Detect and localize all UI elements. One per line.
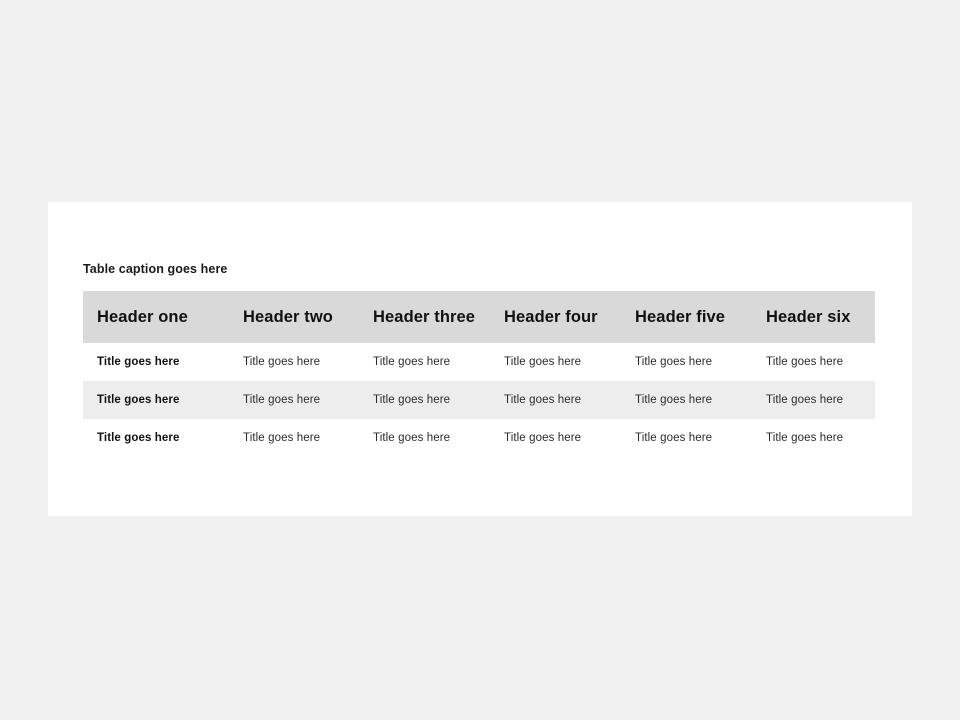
table-cell: Title goes here <box>635 356 713 368</box>
table-row <box>83 419 875 457</box>
table-cell: Title goes here <box>766 432 844 444</box>
table-cell: Title goes here <box>97 356 180 368</box>
column-header-4[interactable]: Header four <box>504 307 598 326</box>
data-table <box>83 291 875 457</box>
table-cell: Title goes here <box>635 432 713 444</box>
column-header-1[interactable]: Header one <box>97 307 188 326</box>
column-header-2[interactable]: Header two <box>243 307 333 326</box>
table-cell: Title goes here <box>504 432 582 444</box>
table-cell: Title goes here <box>766 356 844 368</box>
table-header-row <box>83 291 875 343</box>
table-container <box>83 262 875 457</box>
table-cell: Title goes here <box>373 356 451 368</box>
table-cell: Title goes here <box>504 356 582 368</box>
column-header-5[interactable]: Header five <box>635 307 726 326</box>
table-cell: Title goes here <box>373 394 451 406</box>
table-cell: Title goes here <box>97 394 180 406</box>
table-row <box>83 343 875 381</box>
column-header-6[interactable]: Header six <box>766 307 851 326</box>
table-cell: Title goes here <box>243 432 321 444</box>
table-row <box>83 381 875 419</box>
table-card <box>48 202 912 516</box>
table-body <box>83 343 875 457</box>
table-cell: Title goes here <box>97 432 180 444</box>
table-cell: Title goes here <box>766 394 844 406</box>
table-caption: Table caption goes here <box>83 262 228 276</box>
table-cell: Title goes here <box>373 432 451 444</box>
table-cell: Title goes here <box>243 394 321 406</box>
table-cell: Title goes here <box>243 356 321 368</box>
table-cell: Title goes here <box>635 394 713 406</box>
table-cell: Title goes here <box>504 394 582 406</box>
table-head <box>83 291 875 343</box>
column-header-3[interactable]: Header three <box>373 307 476 326</box>
